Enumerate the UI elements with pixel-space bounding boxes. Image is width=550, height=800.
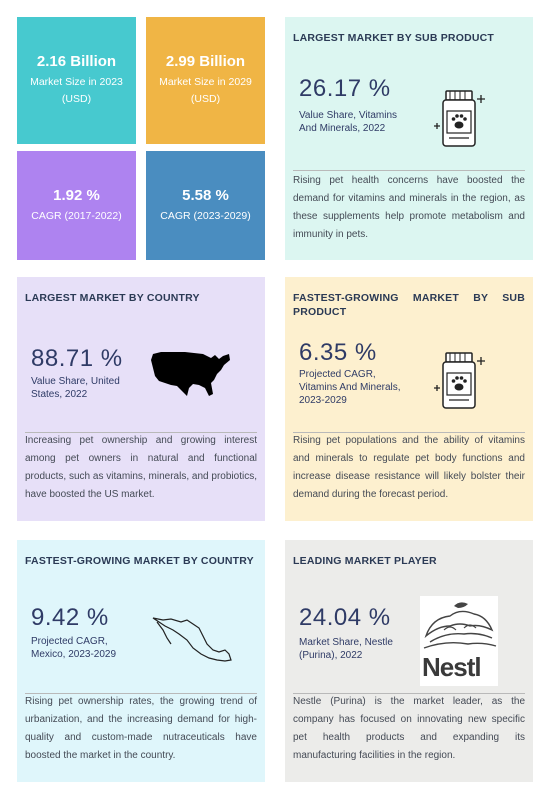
tile-label: Market Size in 2023: [30, 76, 123, 88]
market-size-2029-tile: [146, 17, 265, 144]
card-description: Rising pet ownership rates, the growing trend of urbanization, and the increasing demand for high-quality and custom-made nutraceuticals have boosted the market in the country.: [25, 696, 257, 761]
stat-label: Projected CAGR, Mexico, 2023-2029: [31, 636, 117, 660]
tile-label: Market Size in 2029: [159, 76, 252, 88]
card-title: LARGEST MARKET BY COUNTRY: [25, 292, 200, 304]
supplement-bottle-icon: [433, 349, 489, 411]
stat-value: 24.04 %: [299, 604, 391, 631]
stat-label: Value Share, United States, 2022: [31, 376, 120, 400]
tile-value: 5.58 %: [182, 186, 229, 204]
fastest-growing-by-country-card: [17, 540, 265, 782]
stat-label: Projected CAGR, Vitamins And Minerals, 2023-2029: [299, 369, 401, 406]
cagr-2023-2029-tile: [146, 151, 265, 260]
card-description: Rising pet health concerns have boosted the demand for vitamins and minerals in the region, as these supplements help promote metabolism and immunity in pets.: [293, 175, 525, 240]
largest-market-by-sub-product-card: [285, 17, 533, 260]
card-title: FASTEST-GROWING MARKET BY SUB PRODUCT: [293, 292, 525, 318]
united-states-map-icon: [151, 350, 233, 398]
card-title: LEADING MARKET PLAYER: [293, 555, 437, 567]
stat-value: 9.42 %: [31, 604, 109, 631]
card-title: FASTEST-GROWING MARKET BY COUNTRY: [25, 555, 254, 567]
largest-market-by-country-card: [17, 277, 265, 521]
tile-label: CAGR (2017-2022): [31, 209, 122, 222]
card-description: Rising pet populations and the ability of vitamins and minerals to regulate pet body functions and increase disease resistance will likely bolster their demand during the forecast period.: [293, 435, 525, 500]
stat-value: 88.71 %: [31, 345, 123, 372]
tile-value: 2.16 Billion: [36, 53, 117, 70]
card-description: Nestle (Purina) is the market leader, as the company has focused on innovating new specific pet health products and expanding its manufacturing facilities in the region.: [293, 696, 525, 761]
card-description: Increasing pet ownership and growing interest among pet owners in natural and functional products, such as vitamins, minerals, and probiotics, have boosted the US market.: [25, 435, 257, 500]
nestle-wordmark: Nestl: [422, 652, 481, 682]
tile-unit: (USD): [61, 93, 92, 105]
stat-value: 26.17 %: [299, 75, 391, 102]
leading-market-player-card: [285, 540, 533, 782]
mexico-map-icon: [151, 614, 233, 664]
stat-label: Value Share, Vitamins And Minerals, 2022: [299, 110, 398, 134]
tile-label: CAGR (2023-2029): [160, 209, 251, 222]
cagr-2017-2022-tile: [17, 151, 136, 260]
nest-birds-emblem: [420, 596, 498, 656]
tile-value: 1.92 %: [53, 186, 100, 204]
supplement-bottle-icon: [433, 87, 489, 149]
divider: [293, 170, 525, 171]
fastest-growing-by-sub-product-card: [285, 277, 533, 521]
tile-value: 2.99 Billion: [165, 53, 246, 70]
nestle-logo: [420, 596, 498, 686]
stat-value: 6.35 %: [299, 339, 377, 366]
stat-label: Market Share, Nestle (Purina), 2022: [299, 637, 393, 661]
card-title: LARGEST MARKET BY SUB PRODUCT: [293, 32, 495, 44]
market-size-2023-tile: [17, 17, 136, 144]
tile-unit: (USD): [190, 93, 221, 105]
